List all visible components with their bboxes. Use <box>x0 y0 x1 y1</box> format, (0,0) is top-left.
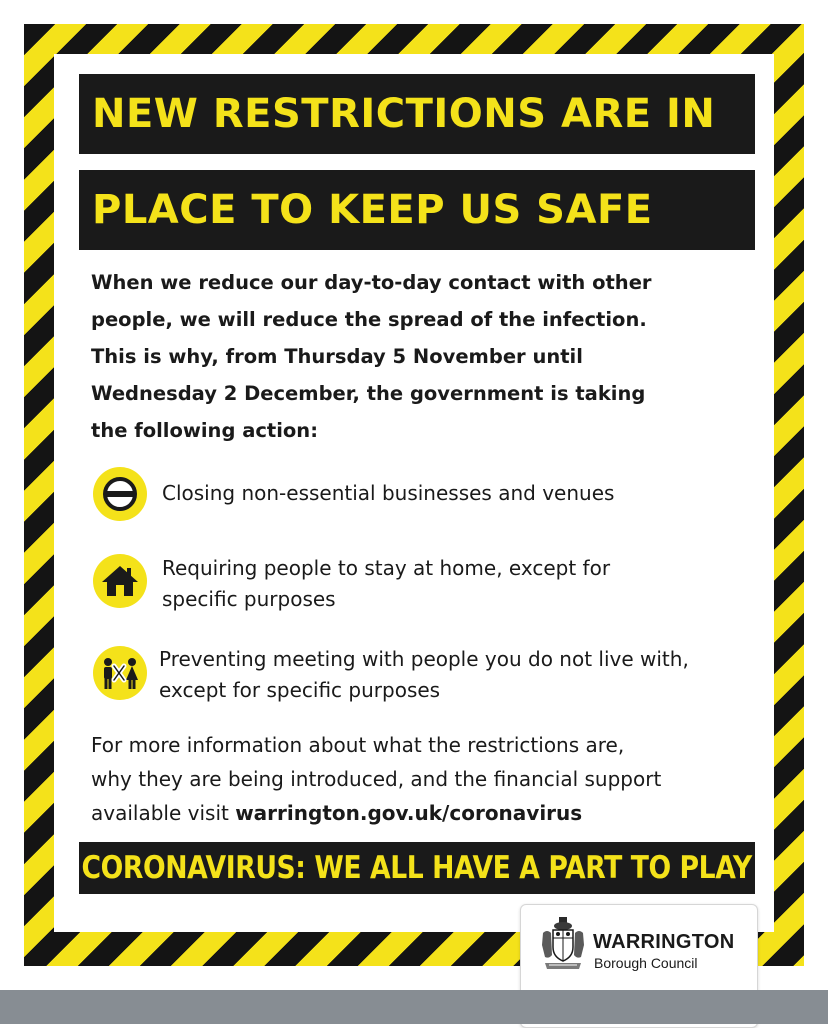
measure-line: Preventing meeting with people you do not live with, <box>159 647 689 671</box>
slogan-bar <box>79 842 755 894</box>
measure-stay-at-home <box>162 553 762 615</box>
headline-text-1: NEW RESTRICTIONS ARE IN <box>92 91 716 137</box>
measure-line: Closing non-essential businesses and venues <box>162 481 615 505</box>
intro-line: people, we will reduce the spread of the infection. <box>91 308 647 331</box>
council-subtitle: Borough Council <box>594 955 698 971</box>
measure-no-meeting <box>159 644 759 706</box>
house-icon <box>93 554 147 608</box>
intro-line: the following action: <box>91 419 318 442</box>
coat-of-arms-icon <box>539 915 587 975</box>
measure-closing-businesses <box>162 478 762 509</box>
slogan-text: CORONAVIRUS: WE ALL HAVE A PART TO PLAY <box>81 850 753 886</box>
council-name: WARRINGTON <box>593 931 735 953</box>
no-entry-icon <box>93 467 147 521</box>
bottom-toolbar-strip <box>0 990 828 1024</box>
intro-line: When we reduce our day-to-day contact with other <box>91 271 652 294</box>
headline-text-2: PLACE TO KEEP US SAFE <box>92 187 653 233</box>
headline-line-1 <box>79 74 755 154</box>
info-line: For more information about what the restrictions are, <box>91 733 625 757</box>
more-info-paragraph <box>91 728 751 830</box>
measure-line: except for specific purposes <box>159 678 441 702</box>
no-meeting-people-icon <box>93 646 147 700</box>
intro-line: Wednesday 2 December, the government is taking <box>91 382 646 405</box>
measure-line: Requiring people to stay at home, except for <box>162 556 611 580</box>
info-line: why they are being introduced, and the financial support <box>91 767 662 791</box>
intro-paragraph <box>91 264 741 449</box>
measure-line: specific purposes <box>162 587 336 611</box>
coronavirus-info-link[interactable]: warrington.gov.uk/coronavirus <box>235 801 583 825</box>
headline-line-2 <box>79 170 755 250</box>
info-line: available visit <box>91 801 236 825</box>
intro-line: This is why, from Thursday 5 November until <box>91 345 583 368</box>
